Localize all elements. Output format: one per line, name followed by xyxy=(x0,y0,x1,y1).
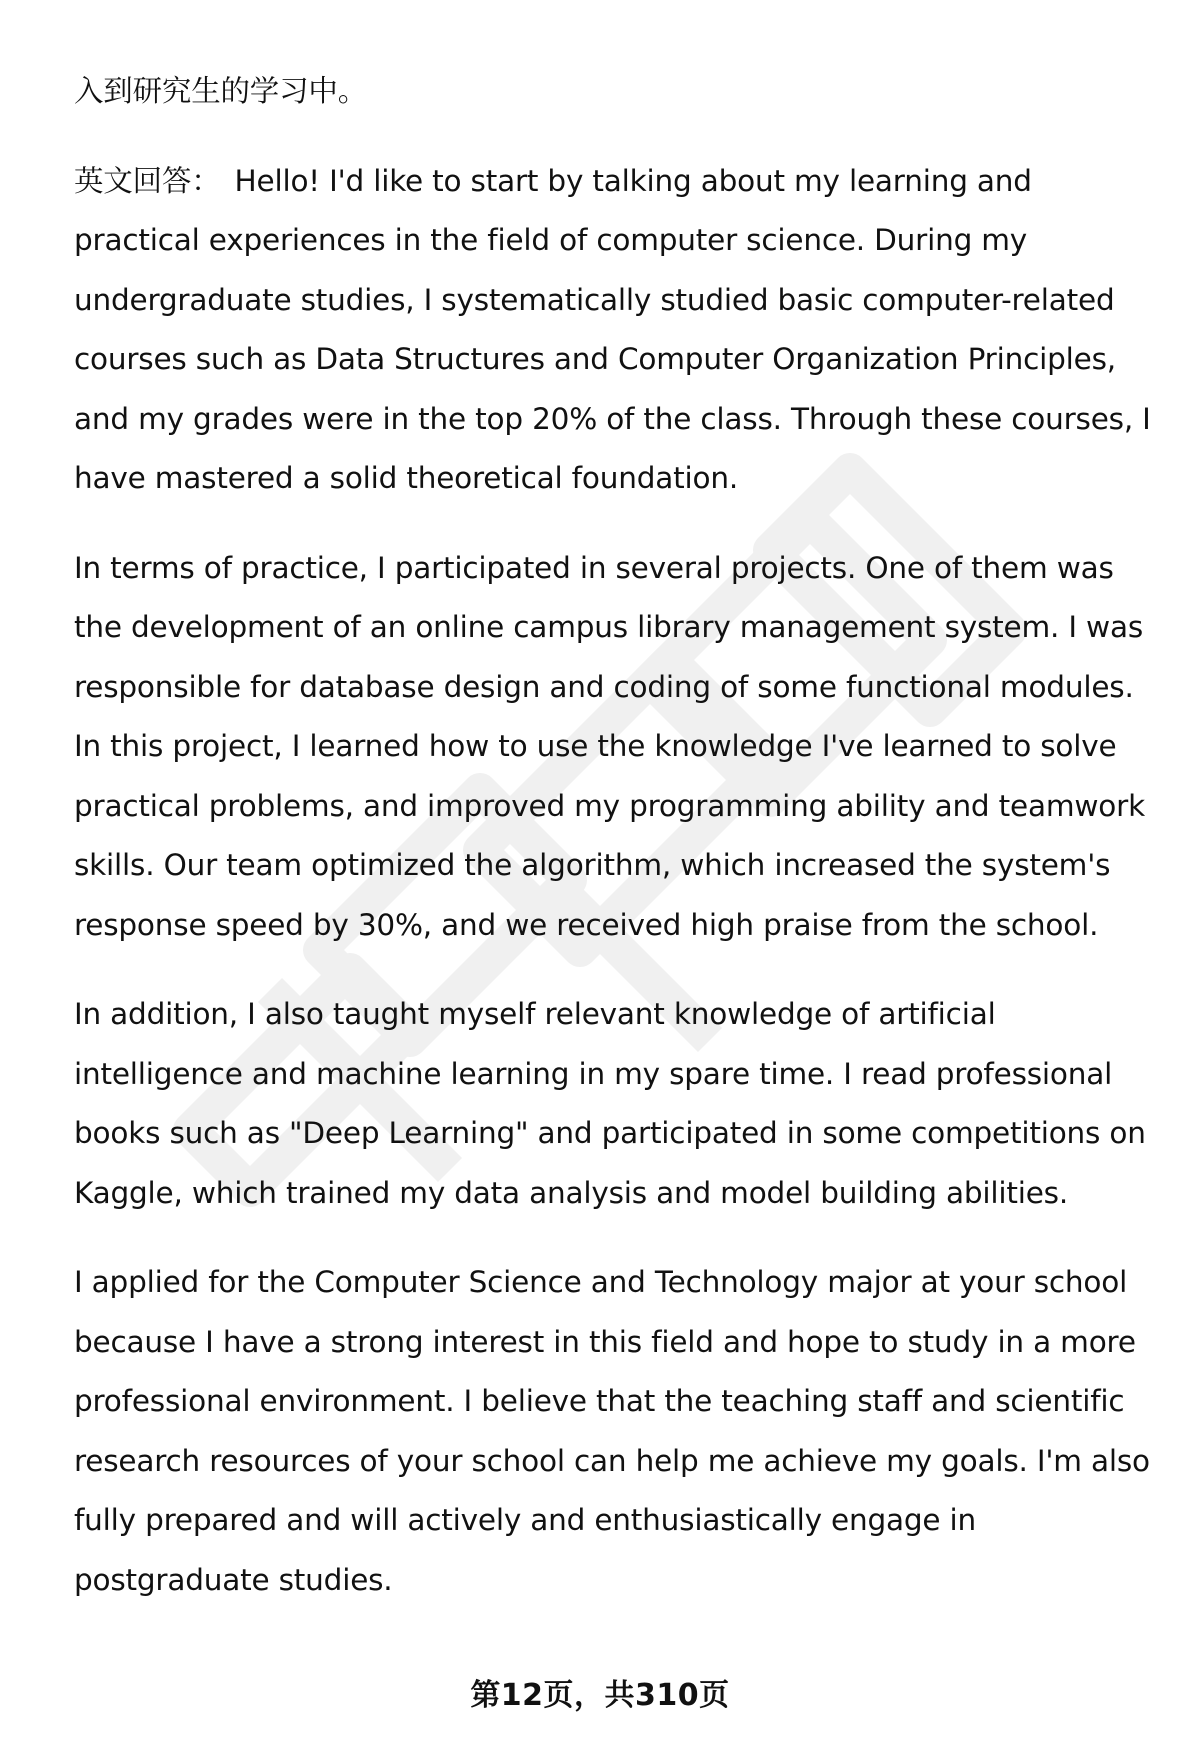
document-body xyxy=(74,62,1164,1640)
paragraph-motivation xyxy=(74,1253,1164,1610)
paragraph-text: In addition, I also taught myself relevant knowledge of artificial intelligence and machine learning in my spare time. I read professional books such as "Deep Learning" and participated in some competitions on Kaggle, which trained my data analysis and model building abilities. xyxy=(74,997,1146,1210)
paragraph-english-answer xyxy=(74,152,1164,509)
paragraph-self-study xyxy=(74,985,1164,1223)
paragraph-practice xyxy=(74,539,1164,956)
paragraph-text: 入到研究生的学习中。 xyxy=(74,74,368,108)
english-answer-label: 英文回答： xyxy=(74,163,221,198)
page-number-footer: 第12页，共310页 xyxy=(470,1678,730,1713)
paragraph-text: Hello! I'd like to start by talking about my learning and practical experiences in the field of computer science. During my undergraduate studies, I systematically studied basic computer-related courses such as Data Structures and Computer Organization Principles, and my grades were in the top 20% of the class. Through these courses, I have mastered a solid theoretical foundation. xyxy=(74,163,1151,495)
paragraph-text: I applied for the Computer Science and Technology major at your school because I have a strong interest in this field and hope to study in a more professional environment. I believe that the teaching staff and scientific research resources of your school can help me achieve my goals. I'm also fully prepared and will actively and enthusiastically engage in postgraduate studies. xyxy=(74,1265,1150,1597)
paragraph-continuation xyxy=(74,62,1164,122)
paragraph-text: In terms of practice, I participated in several projects. One of them was the development of an online campus library management system. I was responsible for database design and coding of some functional modules. In this project, I learned how to use the knowledge I've learned to solve practical problems, and improved my programming ability and teamwork skills. Our team optimized the algorithm, which increased the system's response speed by 30%, and we received high praise from the school. xyxy=(74,550,1145,942)
